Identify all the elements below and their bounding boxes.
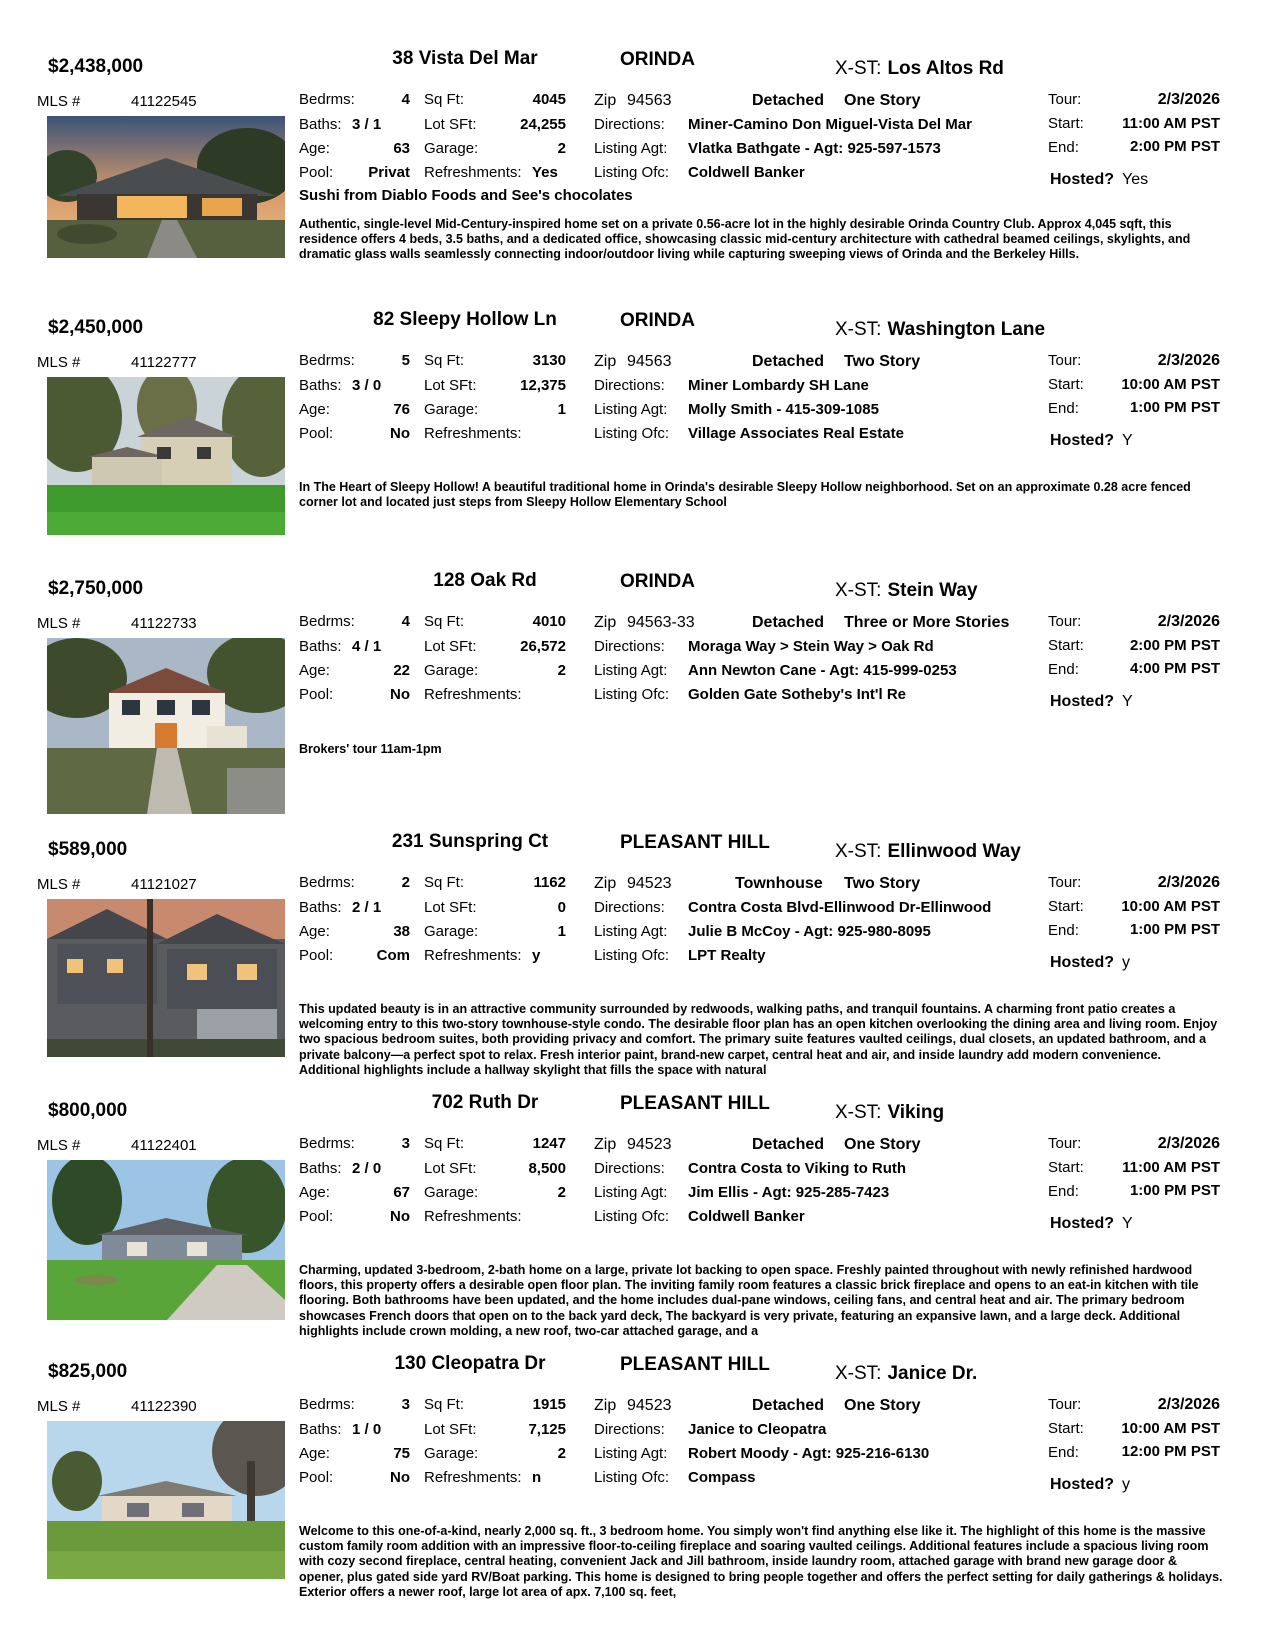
cross-street-label: X-ST: xyxy=(835,1363,882,1384)
hosted xyxy=(1050,954,1130,972)
mls-label: MLS # xyxy=(37,876,81,893)
cross-street xyxy=(835,580,978,602)
directions-value: Miner Lombardy SH Lane xyxy=(688,377,869,394)
stories: Two Story xyxy=(844,353,921,370)
zip-label: Zip xyxy=(594,353,617,370)
listing-card xyxy=(0,295,1275,557)
end-label: End: xyxy=(1048,922,1079,939)
price: $2,438,000 xyxy=(48,56,144,77)
city: ORINDA xyxy=(620,571,695,592)
mls-number: 41122545 xyxy=(131,93,197,110)
city: ORINDA xyxy=(620,49,695,70)
garage-value: 2 xyxy=(557,1445,566,1462)
property-type: Detached xyxy=(752,92,825,109)
pool-value: Com xyxy=(376,947,410,964)
listing-card xyxy=(0,1339,1275,1639)
property-type: Detached xyxy=(752,614,825,631)
zip-value: 94523 xyxy=(627,875,672,892)
start-time: 10:00 AM PST xyxy=(1121,376,1220,393)
listing-card xyxy=(0,34,1275,296)
bedrooms-value: 2 xyxy=(401,874,410,891)
hosted-value: Yes xyxy=(1122,171,1149,188)
zip-label: Zip xyxy=(594,92,617,109)
zip-label: Zip xyxy=(594,614,617,631)
city: PLEASANT HILL xyxy=(620,1093,770,1114)
baths-label: Baths: xyxy=(299,377,342,394)
tour-date: 2/3/2026 xyxy=(1157,91,1220,108)
bedrooms-value: 3 xyxy=(401,1135,410,1152)
price: $825,000 xyxy=(48,1361,128,1382)
tour-date: 2/3/2026 xyxy=(1157,1135,1220,1152)
hosted-value: Y xyxy=(1122,432,1133,449)
listing-agent-value: Robert Moody - Agt: 925-216-6130 xyxy=(688,1445,930,1462)
refreshments-label: Refreshments: xyxy=(424,164,522,181)
sqft-value: 1915 xyxy=(532,1396,566,1413)
directions-value: Contra Costa Blvd-Ellinwood Dr-Ellinwood xyxy=(688,899,992,916)
listing-office-label: Listing Ofc: xyxy=(594,425,670,442)
cross-street-label: X-ST: xyxy=(835,841,882,862)
start-label: Start: xyxy=(1048,637,1084,654)
cross-street xyxy=(835,1363,977,1385)
cross-street-value: Los Altos Rd xyxy=(887,58,1004,79)
end-label: End: xyxy=(1048,661,1079,678)
directions-label: Directions: xyxy=(594,1421,665,1438)
baths-value: 4 / 1 xyxy=(352,638,382,655)
refreshments-label: Refreshments: xyxy=(424,1469,522,1486)
sqft-label: Sq Ft: xyxy=(424,352,465,369)
hosted xyxy=(1050,432,1133,450)
hosted-label: Hosted? xyxy=(1050,693,1114,710)
end-label: End: xyxy=(1048,1183,1079,1200)
property-type: Detached xyxy=(752,1397,825,1414)
cross-street xyxy=(835,1102,944,1124)
tour-date: 2/3/2026 xyxy=(1157,352,1220,369)
property-type: Detached xyxy=(752,353,825,370)
zip-value: 94563 xyxy=(627,353,672,370)
listing-office-value: Coldwell Banker xyxy=(688,164,805,181)
price: $2,450,000 xyxy=(48,317,144,338)
end-time: 4:00 PM PST xyxy=(1129,660,1220,677)
directions-value: Miner-Camino Don Miguel-Vista Del Mar xyxy=(688,116,972,133)
lot-sqft-label: Lot SFt: xyxy=(424,1421,477,1438)
pool-value: No xyxy=(390,1208,410,1225)
listing-photo xyxy=(47,638,285,814)
end-label: End: xyxy=(1048,139,1079,156)
directions-label: Directions: xyxy=(594,899,665,916)
lot-sqft-label: Lot SFt: xyxy=(424,116,477,133)
mls-number: 41121027 xyxy=(131,876,197,893)
start-time: 11:00 AM PST xyxy=(1122,1159,1220,1176)
baths-label: Baths: xyxy=(299,899,342,916)
end-label: End: xyxy=(1048,1444,1079,1461)
sqft-value: 3130 xyxy=(532,352,566,369)
address: 38 Vista Del Mar xyxy=(392,48,538,69)
description: Brokers' tour 11am-1pm xyxy=(299,742,442,756)
start-label: Start: xyxy=(1048,1420,1084,1437)
listing-office-value: Golden Gate Sotheby's Int'l Re xyxy=(688,686,906,703)
bedrooms-label: Bedrms: xyxy=(299,874,355,891)
pool-label: Pool: xyxy=(299,1208,334,1225)
sqft-label: Sq Ft: xyxy=(424,91,465,108)
tour-label: Tour: xyxy=(1048,1135,1082,1152)
cross-street-label: X-ST: xyxy=(835,319,882,340)
pool-label: Pool: xyxy=(299,425,334,442)
listing-agent-value: Jim Ellis - Agt: 925-285-7423 xyxy=(688,1184,890,1201)
listing-agent-value: Ann Newton Cane - Agt: 415-999-0253 xyxy=(688,662,957,679)
address: 702 Ruth Dr xyxy=(431,1092,539,1113)
refreshments-label: Refreshments: xyxy=(424,1208,522,1225)
tour-date: 2/3/2026 xyxy=(1157,874,1220,891)
zip-value: 94523 xyxy=(627,1136,672,1153)
age-value: 76 xyxy=(393,401,410,418)
baths-label: Baths: xyxy=(299,1421,342,1438)
mls-number: 41122777 xyxy=(131,354,197,371)
description: In The Heart of Sleepy Hollow! A beautiful traditional home in Orinda's desirable Sleepy Hollow neighborhood. Set on an approximate 0.28 acre fenced corner lot and located just steps from Sleepy Hollow Elementary School xyxy=(299,480,1191,510)
start-time: 2:00 PM PST xyxy=(1129,637,1220,654)
tour-label: Tour: xyxy=(1048,874,1082,891)
listing-office-label: Listing Ofc: xyxy=(594,686,670,703)
refreshments-value: n xyxy=(532,1469,542,1486)
directions-value: Moraga Way > Stein Way > Oak Rd xyxy=(688,638,934,655)
price: $2,750,000 xyxy=(48,578,144,599)
bedrooms-value: 5 xyxy=(401,352,410,369)
garage-value: 1 xyxy=(557,401,566,418)
hosted xyxy=(1050,1215,1133,1233)
start-label: Start: xyxy=(1048,376,1084,393)
end-time: 1:00 PM PST xyxy=(1129,399,1220,416)
refreshments-label: Refreshments: xyxy=(424,425,522,442)
tour-label: Tour: xyxy=(1048,352,1082,369)
zip-label: Zip xyxy=(594,1136,617,1153)
hosted-label: Hosted? xyxy=(1050,1476,1114,1493)
mls-number: 41122390 xyxy=(131,1398,197,1415)
mls-label: MLS # xyxy=(37,1398,81,1415)
baths-value: 2 / 0 xyxy=(352,1160,382,1177)
tour-label: Tour: xyxy=(1048,91,1082,108)
end-time: 1:00 PM PST xyxy=(1129,921,1220,938)
mls-label: MLS # xyxy=(37,93,81,110)
age-label: Age: xyxy=(299,1445,330,1462)
listing-agent-label: Listing Agt: xyxy=(594,662,668,679)
garage-label: Garage: xyxy=(424,140,479,157)
listing-agent-value: Julie B McCoy - Agt: 925-980-8095 xyxy=(688,923,931,940)
end-time: 12:00 PM PST xyxy=(1121,1443,1220,1460)
listing-photo xyxy=(47,1421,285,1579)
sqft-value: 1162 xyxy=(533,874,566,891)
age-label: Age: xyxy=(299,140,330,157)
end-time: 1:00 PM PST xyxy=(1129,1182,1220,1199)
pool-value: No xyxy=(390,686,410,703)
garage-value: 2 xyxy=(557,140,566,157)
zip-value: 94523 xyxy=(627,1397,672,1414)
listing-card xyxy=(0,556,1275,818)
refreshments-value: y xyxy=(532,947,541,964)
garage-value: 1 xyxy=(557,923,566,940)
mls-label: MLS # xyxy=(37,354,81,371)
description: Welcome to this one-of-a-kind, nearly 2,000 sq. ft., 3 bedroom home. You simply won't find anything else like it. The highlight of this home is the massive custom family room addition with an impressive floor-to-ceiling fireplace and soaring vaulted ceilings. Additional features include a spacious living room with cozy second fireplace, central heating, convenient Jack and Jill bathroom, inside laundry room, attached garage with brand new garage door & opener, plus gated side yard RV/Boat parking. This home is designed to bring people together and offers the perfect setting for daily gatherings & holidays. Exterior offers a newer roof, large lot area of apx. 7,100 sq. feet, xyxy=(299,1524,1223,1599)
mls-number: 41122401 xyxy=(131,1137,197,1154)
address: 130 Cleopatra Dr xyxy=(394,1353,546,1374)
sqft-value: 4010 xyxy=(532,613,566,630)
start-label: Start: xyxy=(1048,1159,1084,1176)
listing-office-value: LPT Realty xyxy=(688,947,766,964)
garage-label: Garage: xyxy=(424,401,479,418)
age-value: 22 xyxy=(393,662,410,679)
zip-label: Zip xyxy=(594,875,617,892)
listing-agent-label: Listing Agt: xyxy=(594,140,668,157)
directions-label: Directions: xyxy=(594,638,665,655)
pool-label: Pool: xyxy=(299,164,334,181)
baths-label: Baths: xyxy=(299,638,342,655)
tour-label: Tour: xyxy=(1048,613,1082,630)
cross-street-value: Janice Dr. xyxy=(887,1363,978,1384)
bedrooms-label: Bedrms: xyxy=(299,352,355,369)
pool-value: Privat xyxy=(368,164,410,181)
price: $800,000 xyxy=(48,1100,128,1121)
description: Authentic, single-level Mid-Century-inspired home set on a private 0.56-acre lot in the highly desirable Orinda Country Club. Approx 4,045 sqft, this residence offers 4 beds, 3.5 baths, and a dedicated office, showcasing classic mid-century architecture with cathedral beamed ceilings, skylights, and dramatic glass walls seamlessly connecting indoor/outdoor living while capturing sweeping views of Orinda and the Berkeley Hills. xyxy=(299,217,1191,262)
age-label: Age: xyxy=(299,1184,330,1201)
listing-office-label: Listing Ofc: xyxy=(594,947,670,964)
mls-number: 41122733 xyxy=(131,615,197,632)
price: $589,000 xyxy=(48,839,128,860)
lot-sqft-label: Lot SFt: xyxy=(424,899,477,916)
listing-office-label: Listing Ofc: xyxy=(594,1469,670,1486)
pool-label: Pool: xyxy=(299,1469,334,1486)
sqft-value: 4045 xyxy=(532,91,566,108)
listing-card xyxy=(0,1078,1275,1340)
lot-sqft-label: Lot SFt: xyxy=(424,1160,477,1177)
garage-label: Garage: xyxy=(424,1184,479,1201)
baths-value: 3 / 1 xyxy=(352,116,382,133)
directions-value: Janice to Cleopatra xyxy=(688,1421,827,1438)
baths-label: Baths: xyxy=(299,1160,342,1177)
cross-street-value: Washington Lane xyxy=(887,319,1046,340)
lot-sqft-value: 8,500 xyxy=(528,1160,566,1177)
hosted-label: Hosted? xyxy=(1050,954,1114,971)
cross-street-value: Viking xyxy=(887,1102,945,1123)
city: PLEASANT HILL xyxy=(620,1354,770,1375)
lot-sqft-value: 0 xyxy=(557,899,566,916)
sqft-label: Sq Ft: xyxy=(424,1396,465,1413)
lot-sqft-value: 12,375 xyxy=(520,377,566,394)
listing-office-value: Coldwell Banker xyxy=(688,1208,805,1225)
zip-value: 94563-33 xyxy=(627,614,695,631)
mls-label: MLS # xyxy=(37,1137,81,1154)
zip-label: Zip xyxy=(594,1397,617,1414)
lot-sqft-value: 24,255 xyxy=(520,116,566,133)
listing-office-label: Listing Ofc: xyxy=(594,1208,670,1225)
listing-agent-label: Listing Agt: xyxy=(594,1184,668,1201)
directions-value: Contra Costa to Viking to Ruth xyxy=(688,1160,907,1177)
lot-sqft-label: Lot SFt: xyxy=(424,638,477,655)
mls-label: MLS # xyxy=(37,615,81,632)
hosted-value: y xyxy=(1122,954,1130,971)
listing-office-value: Village Associates Real Estate xyxy=(688,425,904,442)
sqft-value: 1247 xyxy=(532,1135,566,1152)
hosted-label: Hosted? xyxy=(1050,171,1114,188)
start-label: Start: xyxy=(1048,898,1084,915)
baths-label: Baths: xyxy=(299,116,342,133)
listing-photo xyxy=(47,899,285,1057)
tour-label: Tour: xyxy=(1048,1396,1082,1413)
address: 231 Sunspring Ct xyxy=(391,831,549,852)
age-value: 75 xyxy=(393,1445,410,1462)
hosted xyxy=(1050,1476,1130,1494)
hosted-value: y xyxy=(1122,1476,1130,1493)
property-type: Detached xyxy=(752,1136,825,1153)
listing-agent-label: Listing Agt: xyxy=(594,1445,668,1462)
listing-agent-value: Vlatka Bathgate - Agt: 925-597-1573 xyxy=(688,140,941,157)
lot-sqft-value: 7,125 xyxy=(528,1421,566,1438)
garage-value: 2 xyxy=(557,1184,566,1201)
listing-card xyxy=(0,817,1275,1079)
tour-date: 2/3/2026 xyxy=(1157,613,1220,630)
age-label: Age: xyxy=(299,401,330,418)
cross-street-value: Stein Way xyxy=(887,580,978,601)
age-value: 63 xyxy=(393,140,410,157)
stories: Two Story xyxy=(844,875,921,892)
pool-value: No xyxy=(390,425,410,442)
age-value: 67 xyxy=(393,1184,410,1201)
hosted xyxy=(1050,693,1133,711)
hosted-label: Hosted? xyxy=(1050,432,1114,449)
age-label: Age: xyxy=(299,662,330,679)
baths-value: 1 / 0 xyxy=(352,1421,382,1438)
lot-sqft-value: 26,572 xyxy=(520,638,566,655)
address: 82 Sleepy Hollow Ln xyxy=(373,309,557,330)
stories: One Story xyxy=(844,92,921,109)
refreshments-label: Refreshments: xyxy=(424,947,522,964)
garage-label: Garage: xyxy=(424,662,479,679)
end-time: 2:00 PM PST xyxy=(1129,138,1220,155)
sqft-label: Sq Ft: xyxy=(424,1135,465,1152)
start-time: 10:00 AM PST xyxy=(1121,898,1220,915)
hosted-label: Hosted? xyxy=(1050,1215,1114,1232)
garage-value: 2 xyxy=(557,662,566,679)
listing-agent-label: Listing Agt: xyxy=(594,923,668,940)
bedrooms-value: 4 xyxy=(401,91,410,108)
description: This updated beauty is in an attractive community surrounded by redwoods, walking paths, and tranquil fountains. A charming front patio creates a welcoming entry to this two-story townhouse-style condo. The desirable floor plan has an open kitchen overlooking the dining area and living room. Enjoy two spacious bedroom suites, both providing privacy and comfort. The primary suite features vaulted ceilings, dual closets, an updated bathroom, and a private balcony—a perfect spot to relax. Fresh interior paint, brand-new carpet, central heat and air, and inside laundry add modern convenience. Additional highlights include a hallway skylight that fills the space with natural xyxy=(299,1002,1218,1077)
listing-agent-label: Listing Agt: xyxy=(594,401,668,418)
stories: Three or More Stories xyxy=(844,614,1010,631)
refreshments-note: Sushi from Diablo Foods and See's chocolates xyxy=(299,187,633,204)
pool-value: No xyxy=(390,1469,410,1486)
listing-office-value: Compass xyxy=(688,1469,756,1486)
cross-street xyxy=(835,58,1004,80)
directions-label: Directions: xyxy=(594,1160,665,1177)
pool-label: Pool: xyxy=(299,686,334,703)
hosted-value: Y xyxy=(1122,693,1133,710)
cross-street xyxy=(835,841,1021,863)
age-value: 38 xyxy=(393,923,410,940)
garage-label: Garage: xyxy=(424,923,479,940)
bedrooms-value: 3 xyxy=(401,1396,410,1413)
property-type: Townhouse xyxy=(735,875,823,892)
city: ORINDA xyxy=(620,310,695,331)
refreshments-value: Yes xyxy=(532,164,558,181)
cross-street-label: X-ST: xyxy=(835,58,882,79)
age-label: Age: xyxy=(299,923,330,940)
listing-photo xyxy=(47,377,285,535)
sqft-label: Sq Ft: xyxy=(424,613,465,630)
listing-office-label: Listing Ofc: xyxy=(594,164,670,181)
baths-value: 3 / 0 xyxy=(352,377,382,394)
stories: One Story xyxy=(844,1136,921,1153)
cross-street-value: Ellinwood Way xyxy=(887,841,1021,862)
cross-street-label: X-ST: xyxy=(835,1102,882,1123)
stories: One Story xyxy=(844,1397,921,1414)
tour-date: 2/3/2026 xyxy=(1157,1396,1220,1413)
bedrooms-label: Bedrms: xyxy=(299,1396,355,1413)
bedrooms-label: Bedrms: xyxy=(299,1135,355,1152)
pool-label: Pool: xyxy=(299,947,334,964)
bedrooms-label: Bedrms: xyxy=(299,91,355,108)
bedrooms-label: Bedrms: xyxy=(299,613,355,630)
cross-street xyxy=(835,319,1045,341)
lot-sqft-label: Lot SFt: xyxy=(424,377,477,394)
baths-value: 2 / 1 xyxy=(352,899,382,916)
hosted xyxy=(1050,171,1148,189)
description: Charming, updated 3-bedroom, 2-bath home on a large, private lot backing to open space. Freshly painted throughout with newly refinished hardwood floors, this property offers a desirable open floor plan. The inviting family room features a classic brick fireplace and opens to an eat-in kitchen with tile flooring. Both bathrooms have been updated, and the home includes dual-pane windows, ceiling fans, and central heat and air. The primary bedroom showcases French doors that open on to the back yard deck, The backyard is very private, featuring an expansive lawn, and a large deck. Additional highlights include crown molding, a new roof, two-car attached garage, and a xyxy=(299,1263,1199,1338)
directions-label: Directions: xyxy=(594,377,665,394)
garage-label: Garage: xyxy=(424,1445,479,1462)
city: PLEASANT HILL xyxy=(620,832,770,853)
start-time: 10:00 AM PST xyxy=(1121,1420,1220,1437)
hosted-value: Y xyxy=(1122,1215,1133,1232)
sqft-label: Sq Ft: xyxy=(424,874,465,891)
bedrooms-value: 4 xyxy=(401,613,410,630)
address: 128 Oak Rd xyxy=(433,570,537,591)
start-label: Start: xyxy=(1048,115,1084,132)
listing-agent-value: Molly Smith - 415-309-1085 xyxy=(688,401,879,418)
start-time: 11:00 AM PST xyxy=(1122,115,1220,132)
cross-street-label: X-ST: xyxy=(835,580,882,601)
end-label: End: xyxy=(1048,400,1079,417)
zip-value: 94563 xyxy=(627,92,672,109)
listing-photo xyxy=(47,1160,285,1320)
directions-label: Directions: xyxy=(594,116,665,133)
refreshments-label: Refreshments: xyxy=(424,686,522,703)
listing-photo xyxy=(47,116,285,258)
